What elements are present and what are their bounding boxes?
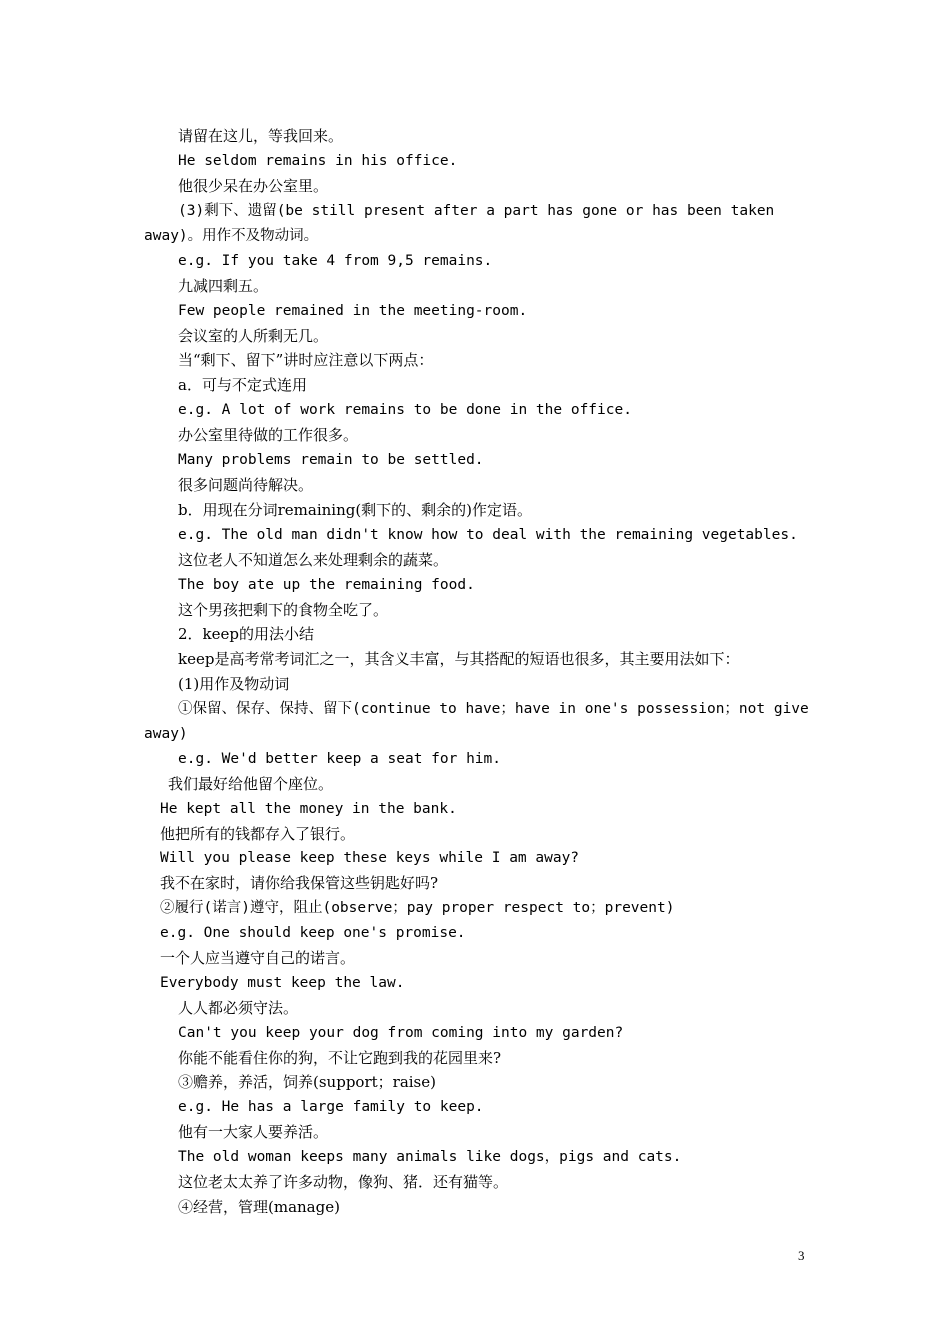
text-line: e.g. One should keep one's promise.: [160, 925, 466, 941]
text-line: He kept all the money in the bank.: [160, 801, 457, 817]
text-line: Many problems remain to be settled.: [178, 452, 484, 468]
text-line: 你能不能看住你的狗，不让它跑到我的花园里来?: [178, 1049, 502, 1067]
text-line: He seldom remains in his office.: [178, 153, 458, 169]
text-line: Can't you keep your dog from coming into my garden?: [178, 1025, 624, 1041]
text-line: 请留在这儿，等我回来。: [178, 127, 344, 145]
text-line: 我不在家时，请你给我保管这些钥匙好吗?: [160, 874, 439, 892]
text-line: 他很少呆在办公室里。: [178, 177, 329, 195]
text-line: e.g. He has a large family to keep.: [178, 1099, 484, 1115]
text-line: b．用现在分词remaining(剩下的、剩余的)作定语。: [178, 501, 533, 519]
text-line: (3)剩下、遗留(be still present after a part has gone or has been taken: [178, 203, 775, 219]
text-line: (1)用作及物动词: [178, 675, 290, 693]
page-number: 3: [798, 1248, 805, 1263]
text-line: 九减四剩五。: [178, 277, 269, 295]
text-line: e.g. We'd better keep a seat for him.: [178, 751, 502, 767]
text-line: 这位老太太养了许多动物，像狗、猪．还有猫等。: [178, 1173, 509, 1191]
text-line: 一个人应当遵守自己的诺言。: [160, 949, 356, 967]
text-line: Everybody must keep the law.: [160, 975, 405, 991]
text-line: The boy ate up the remaining food.: [178, 577, 475, 593]
text-line: ②履行(诺言)遵守，阻止(observe；pay proper respect to；prevent): [160, 900, 675, 916]
text-line: ③赡养，养活，饲养(support；raise): [178, 1073, 436, 1091]
text-line: ④经营，管理(manage): [178, 1198, 340, 1216]
text-line: keep是高考常考词汇之一，其含义丰富，与其搭配的短语也很多，其主要用法如下：: [178, 650, 740, 668]
text-line: 当“剩下、留下”讲时应注意以下两点：: [178, 351, 434, 369]
text-line: The old woman keeps many animals like dogs，pigs and cats.: [178, 1149, 682, 1165]
text-line: 我们最好给他留个座位。: [168, 775, 334, 793]
text-line: away): [144, 726, 188, 742]
text-line: 会议室的人所剩无几。: [178, 327, 329, 345]
text-line: e.g. The old man didn't know how to deal with the remaining vegetables.: [178, 527, 798, 543]
text-line: Will you please keep these keys while I am away?: [160, 850, 580, 866]
text-line: 他有一大家人要养活。: [178, 1123, 329, 1141]
text-line: 人人都必须守法。: [178, 999, 299, 1017]
text-line: 他把所有的钱都存入了银行。: [160, 825, 356, 843]
text-line: 这位老人不知道怎么来处理剩余的蔬菜。: [178, 551, 449, 569]
text-line: 这个男孩把剩下的食物全吃了。: [178, 601, 389, 619]
text-line: a．可与不定式连用: [178, 376, 307, 394]
text-line: e.g. A lot of work remains to be done in the office.: [178, 402, 632, 418]
text-line: ①保留、保存、保持、留下(continue to have；have in one's possession；not give: [178, 701, 809, 717]
text-line: away)。用作不及物动词。: [144, 228, 319, 244]
text-line: 2．keep的用法小结: [178, 625, 314, 643]
text-line: 很多问题尚待解决。: [178, 476, 314, 494]
text-line: e.g. If you take 4 from 9,5 remains.: [178, 253, 493, 269]
text-line: Few people remained in the meeting-room.: [178, 303, 528, 319]
text-line: 办公室里待做的工作很多。: [178, 426, 359, 444]
